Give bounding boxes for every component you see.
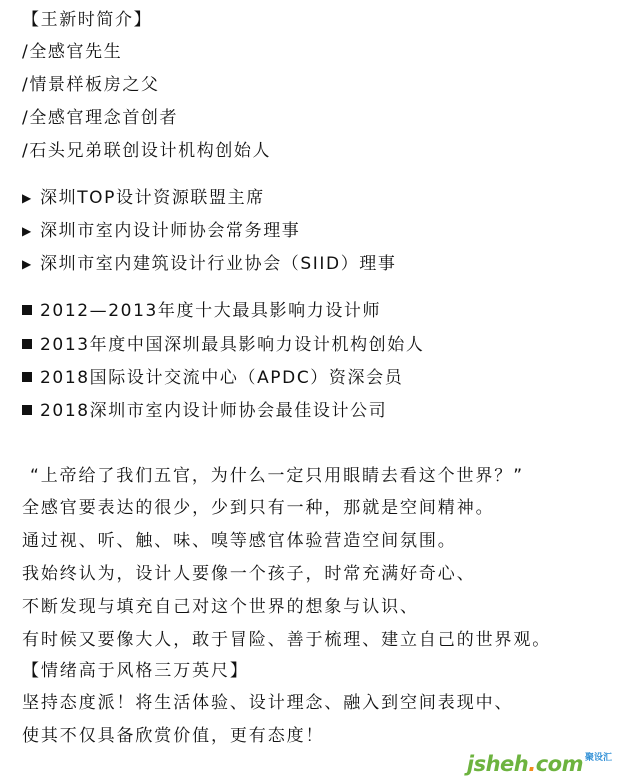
philosophy-line: 通过视、听、触、味、嗅等感官体验营造空间氛围。	[22, 531, 457, 551]
intro-title: /全感官理念首创者	[22, 108, 179, 128]
honor-label: 2018国际设计交流中心（APDC）资深会员	[40, 368, 404, 388]
intro-title: /情景样板房之父	[22, 75, 160, 95]
position-item	[22, 186, 265, 210]
square-bullet-icon	[22, 372, 32, 382]
philosophy-subheading: 【情绪高于风格三万英尺】	[22, 661, 249, 681]
position-item	[22, 219, 300, 243]
honor-label: 2018深圳市室内设计师协会最佳设计公司	[40, 401, 388, 421]
honor-item	[22, 366, 403, 390]
philosophy-line: 有时候又要像大人，敢于冒险、善于梳理、建立自己的世界观。	[22, 630, 552, 650]
honor-label: 2012—2013年度十大最具影响力设计师	[40, 301, 382, 321]
honor-item	[22, 333, 424, 357]
triangle-right-icon: ▶	[22, 191, 33, 205]
square-bullet-icon	[22, 405, 32, 415]
honor-label: 2013年度中国深圳最具影响力设计机构创始人	[40, 335, 425, 355]
site-watermark-logo	[467, 753, 612, 775]
square-bullet-icon	[22, 305, 32, 315]
intro-heading: 【王新时简介】	[22, 10, 153, 30]
watermark-domain: jsheh.com	[466, 752, 583, 776]
position-label: 深圳市室内建筑设计行业协会（SIID）理事	[40, 254, 397, 274]
philosophy-quote: “上帝给了我们五官，为什么一定只用眼睛去看这个世界？”	[30, 466, 524, 486]
philosophy-line: 使其不仅具备欣赏价值，更有态度！	[22, 726, 325, 746]
triangle-right-icon: ▶	[22, 224, 33, 238]
philosophy-line: 我始终认为，设计人要像一个孩子，时常充满好奇心、	[22, 564, 476, 584]
honor-item	[22, 399, 387, 423]
philosophy-line: 不断发现与填充自己对这个世界的想象与认识、	[22, 597, 419, 617]
philosophy-line: 全感官要表达的很少，少到只有一种，那就是空间精神。	[22, 498, 495, 518]
intro-title: /全感官先生	[22, 42, 123, 62]
triangle-right-icon: ▶	[22, 257, 33, 271]
intro-title: /石头兄弟联创设计机构创始人	[22, 141, 272, 161]
position-item	[22, 252, 397, 276]
honor-item	[22, 299, 381, 323]
philosophy-line: 坚持态度派！将生活体验、设计理念、融入到空间表现中、	[22, 693, 514, 713]
square-bullet-icon	[22, 339, 32, 349]
position-label: 深圳TOP设计资源联盟主席	[40, 188, 265, 208]
watermark-brand: 聚设汇	[584, 753, 612, 763]
position-label: 深圳市室内设计师协会常务理事	[40, 221, 301, 241]
